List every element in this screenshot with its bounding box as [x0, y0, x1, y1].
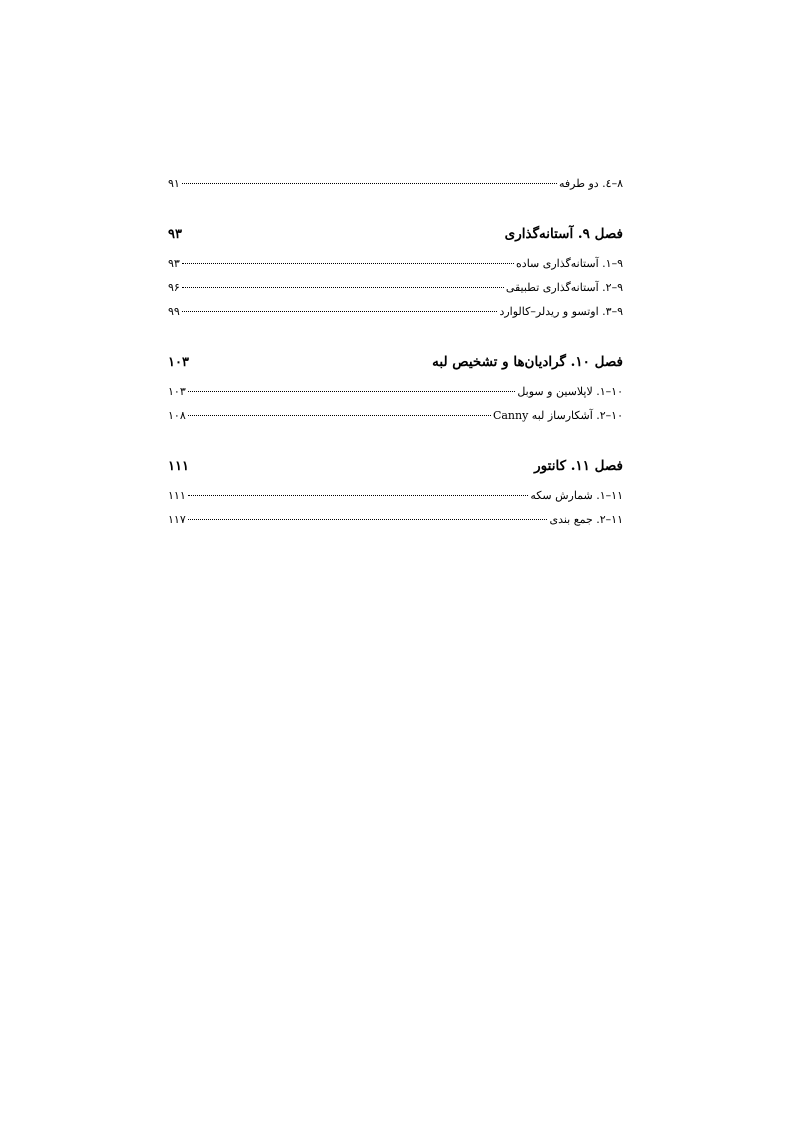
toc-entry-page: ۹۶: [168, 281, 180, 294]
chapter-title: فصل ۱۱. کانتور: [534, 458, 623, 474]
toc-entry-page: ۹۹: [168, 305, 180, 318]
toc-entry-title: ۹–۳. اوتسو و ریدلر–کالوارد: [499, 305, 623, 318]
chapter-heading-9[interactable]: [168, 219, 623, 249]
chapter-page: ۱۰۳: [168, 355, 189, 370]
toc-entry-11-1[interactable]: [168, 484, 623, 508]
dot-leader: [188, 391, 516, 392]
chapter-heading-10[interactable]: [168, 347, 623, 377]
toc-entry-title: ۱۰–۲. آشکارساز لبه Canny: [492, 409, 623, 422]
dot-leader: [188, 415, 491, 416]
chapter-title: فصل ۱۰. گرادیان‌ها و تشخیص لبه: [432, 354, 623, 370]
dot-leader: [182, 287, 504, 288]
toc-entry-8-4[interactable]: [168, 172, 623, 196]
toc-entry-title: ۹–۲. آستانه‌گذاری تطبیقی: [505, 281, 623, 294]
dot-leader: [182, 311, 498, 312]
toc-entry-9-2[interactable]: [168, 276, 623, 300]
chapter-heading-11[interactable]: [168, 451, 623, 481]
toc-entry-9-1[interactable]: [168, 252, 623, 276]
toc-entry-title: ۱۱–۲. جمع بندی: [549, 513, 623, 526]
toc-entry-title: ۱۱–۱. شمارش سکه: [530, 489, 623, 502]
dot-leader: [188, 519, 548, 520]
toc-entry-title: ۱۰–۱. لاپلاسین و سوبل: [517, 385, 623, 398]
chapter-page: ۱۱۱: [168, 459, 189, 474]
dot-leader: [182, 183, 557, 184]
toc-entry-title: ۸–٤. دو طرفه: [558, 177, 623, 190]
chapter-page: ۹۳: [168, 227, 182, 242]
toc-entry-page: ۹۳: [168, 257, 180, 270]
toc-entry-10-2[interactable]: [168, 404, 623, 428]
dot-leader: [182, 263, 514, 264]
toc-entry-page: ۹۱: [168, 177, 180, 190]
toc-entry-9-3[interactable]: [168, 300, 623, 324]
dot-leader: [188, 495, 529, 496]
toc-entry-page: ۱۱۱: [168, 489, 186, 502]
chapter-title: فصل ۹. آستانه‌گذاری: [504, 226, 623, 242]
toc-entry-page: ۱۰۸: [168, 409, 186, 422]
table-of-contents: [168, 172, 623, 532]
toc-entry-title: ۹–۱. آستانه‌گذاری ساده: [516, 257, 623, 270]
toc-entry-page: ۱۰۳: [168, 385, 186, 398]
toc-entry-10-1[interactable]: [168, 380, 623, 404]
toc-entry-page: ۱۱۷: [168, 513, 186, 526]
toc-entry-11-2[interactable]: [168, 508, 623, 532]
